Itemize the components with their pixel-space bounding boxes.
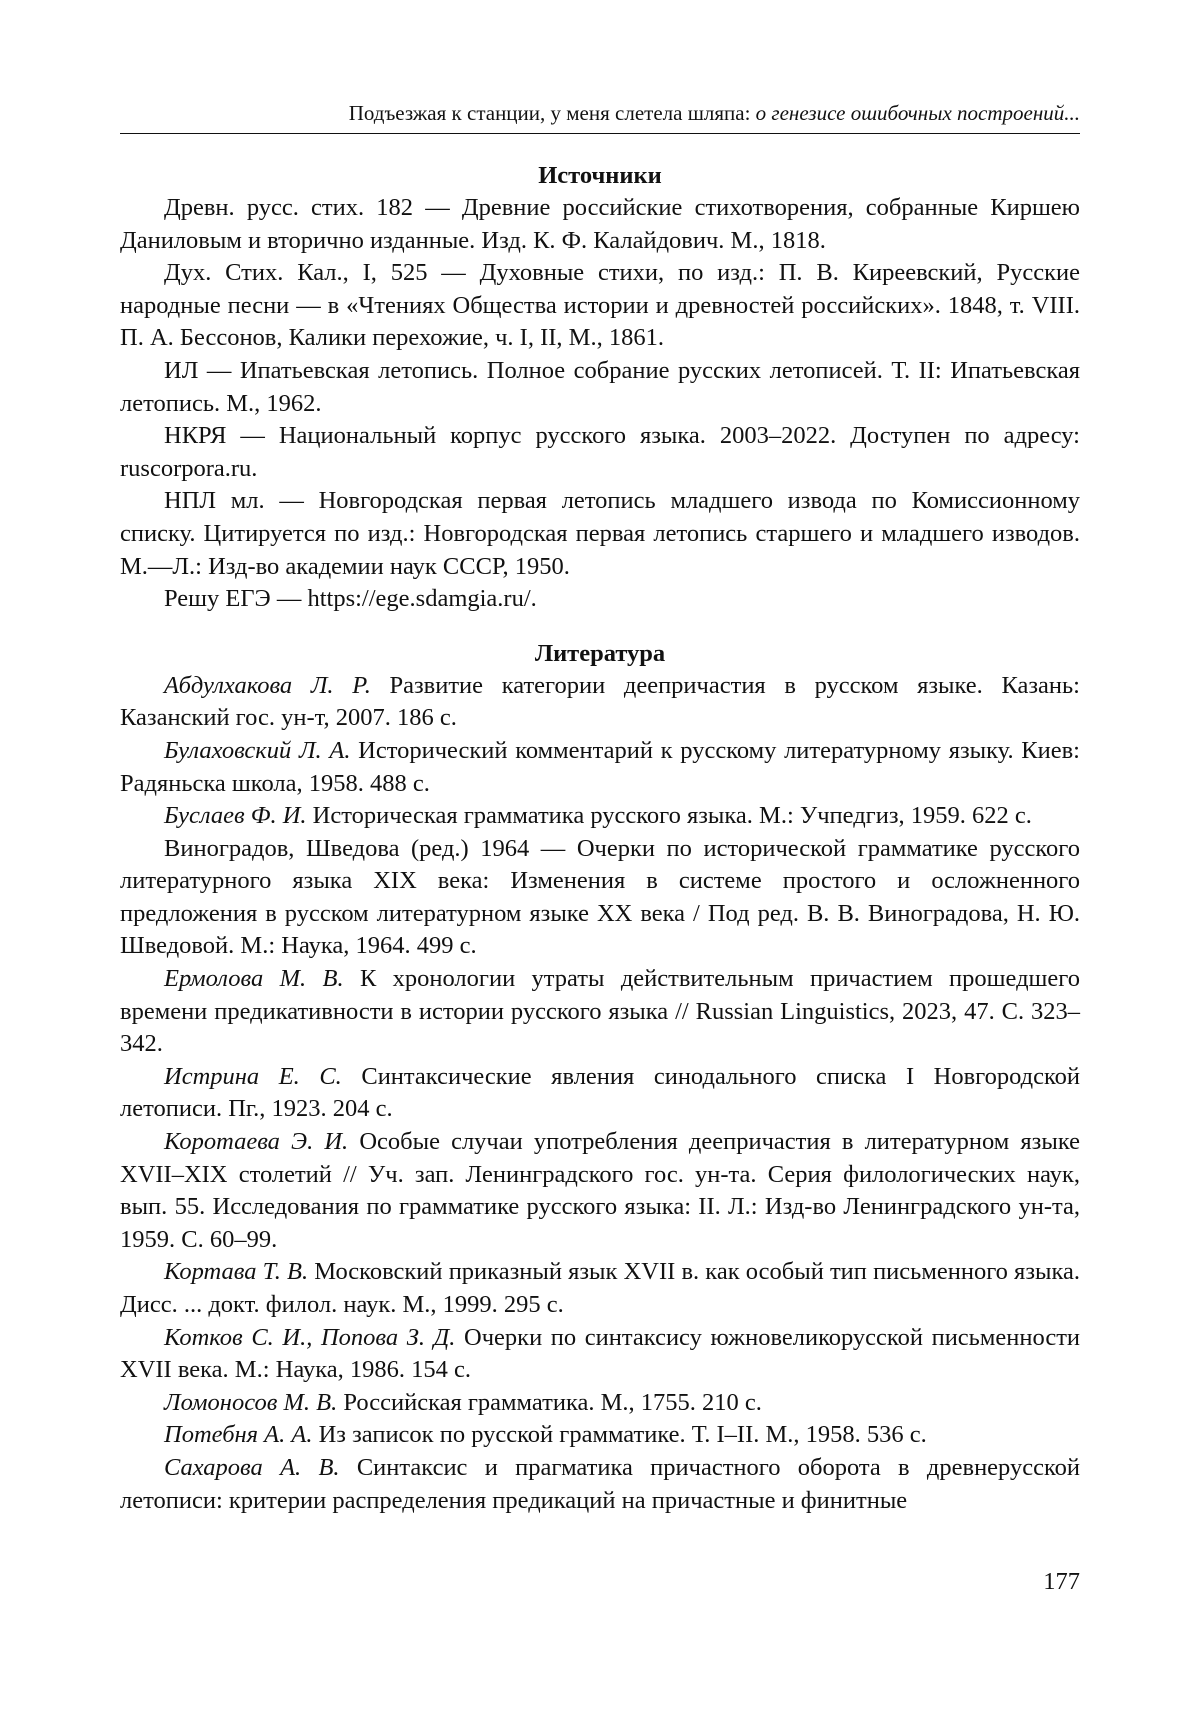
entry-text: Очерки по синтаксису южновеликорусской письменности XVII века. М.: Наука, 1986. 154 с. — [120, 1323, 1081, 1384]
literature-entry — [120, 963, 1080, 1061]
entry-author: Абдулхакова Л. Р. — [164, 671, 371, 699]
entry-author: Котков С. И., Попова З. Д. — [164, 1323, 456, 1351]
entry-text: Синтаксис и прагматика причастного оборота в древнерусской летописи: критерии распределения предикаций на причастные и финитные — [120, 1453, 1081, 1514]
literature-entry — [120, 833, 1080, 963]
page-content — [120, 160, 1080, 1517]
entry-text: Исторический комментарий к русскому литературному языку. Киев: Радяньска школа, 1958. 488 с. — [120, 736, 1080, 797]
entry-author: Ломоносов М. В. — [164, 1388, 338, 1416]
entry-text: Развитие категории деепричастия в русском языке. Казань: Казанский гос. ун-т, 2007. 186 с. — [120, 671, 1080, 732]
entry-author: Булаховский Л. А. — [164, 736, 351, 764]
sources-heading: Источники — [538, 162, 662, 189]
entry-text: Историческая грамматика русского языка. М.: Учпедгиз, 1959. 622 с. — [306, 802, 1032, 830]
entry-text: Синтаксические явления синодального списка I Новгородской летописи. Пг., 1923. 204 с. — [120, 1062, 1080, 1123]
literature-entry — [120, 1126, 1080, 1256]
source-entry: Решу ЕГЭ — https://ege.sdamgia.ru/. — [164, 585, 537, 613]
entry-text: Виноградов, Шведова (ред.) 1964 — Очерки по исторической грамматике русского литературного языка XIX века: Изменения в системе простого и осложненного предложения в русском литературном языке XX века / Под ред. В. В. Виноградова, Н. Ю. Шведовой. М.: Наука, 1964. 499 с. — [120, 834, 1080, 960]
literature-list — [120, 670, 1080, 1517]
entry-author: Коротаева Э. И. — [164, 1128, 349, 1156]
entry-text: Из записок по русской грамматике. Т. I–II. М., 1958. 536 с. — [312, 1421, 927, 1449]
entry-author: Потебня А. А. — [164, 1421, 313, 1449]
entry-author: Кортава Т. В. — [164, 1258, 309, 1286]
running-title: Подъезжая к станции, у меня слетела шляпа: — [348, 101, 756, 125]
entry-text: Российская грамматика. М., 1755. 210 с. — [337, 1388, 762, 1416]
literature-entry — [120, 800, 1080, 833]
literature-entry — [120, 1419, 1080, 1452]
literature-entry — [120, 670, 1080, 735]
literature-entry — [120, 1322, 1080, 1387]
header-rule — [120, 133, 1080, 134]
entry-author: Буслаев Ф. И. — [164, 802, 307, 830]
literature-entry — [120, 1387, 1080, 1420]
page-number: 177 — [1043, 1568, 1080, 1595]
source-entry: НКРЯ — Национальный корпус русского языка. 2003–2022. Доступен по адресу: ruscorpora.ru. — [120, 422, 1080, 482]
entry-text: К хронологии утраты действительным причастием прошедшего времени предикативности в истории русского языка // Russian Linguistics, 2023, 47. С. 323–342. — [120, 965, 1080, 1058]
running-subtitle: о генезисе ошибочных построений... — [755, 101, 1080, 125]
source-entry: Древн. русс. стих. 182 — Древние российские стихотворения, собранные Киршею Даниловым и вторично изданные. Изд. К. Ф. Калайдович. М., 1818. — [120, 194, 1080, 254]
entry-author: Ермолова М. В. — [164, 965, 344, 993]
entry-author: Истрина Е. С. — [164, 1062, 342, 1090]
entry-author: Сахарова А. В. — [164, 1453, 340, 1481]
source-entry: Дух. Стих. Кал., I, 525 — Духовные стихи, по изд.: П. В. Киреевский, Русские народные песни — в «Чтениях Общества истории и древностей российских». 1848, т. VIII. П. А. Бессонов, Калики перехожие, ч. I, II, М., 1861. — [120, 259, 1080, 352]
literature-entry — [120, 1256, 1080, 1321]
source-entry: ИЛ — Ипатьевская летопись. Полное собрание русских летописей. Т. II: Ипатьевская летопись. М., 1962. — [120, 356, 1080, 417]
literature-entry — [120, 1452, 1080, 1517]
entry-text: Особые случаи употребления деепричастия в литературном языке XVII–XIX столетий // Уч. зап. Ленинградского гос. ун-та. Серия филологических наук, вып. 55. Исследования по грамматике русского языка: II. Л.: Изд-во Ленинградского ун-та, 1959. С. 60–99. — [120, 1128, 1080, 1253]
sources-list — [120, 192, 1080, 616]
entry-text: Московский приказный язык XVII в. как особый тип письменного языка. Дисс. ... докт. филол. наук. М., 1999. 295 с. — [120, 1258, 1080, 1318]
literature-heading: Литература — [534, 639, 666, 667]
literature-entry — [120, 1061, 1080, 1126]
running-header — [120, 100, 1080, 126]
source-entry: НПЛ мл. — Новгородская первая летопись младшего извода по Комиссионному списку. Цитируется по изд.: Новгородская первая летопись старшего и младшего изводов. М.—Л.: Изд-во академии наук СССР, 1950. — [120, 487, 1080, 580]
literature-entry — [120, 735, 1080, 800]
